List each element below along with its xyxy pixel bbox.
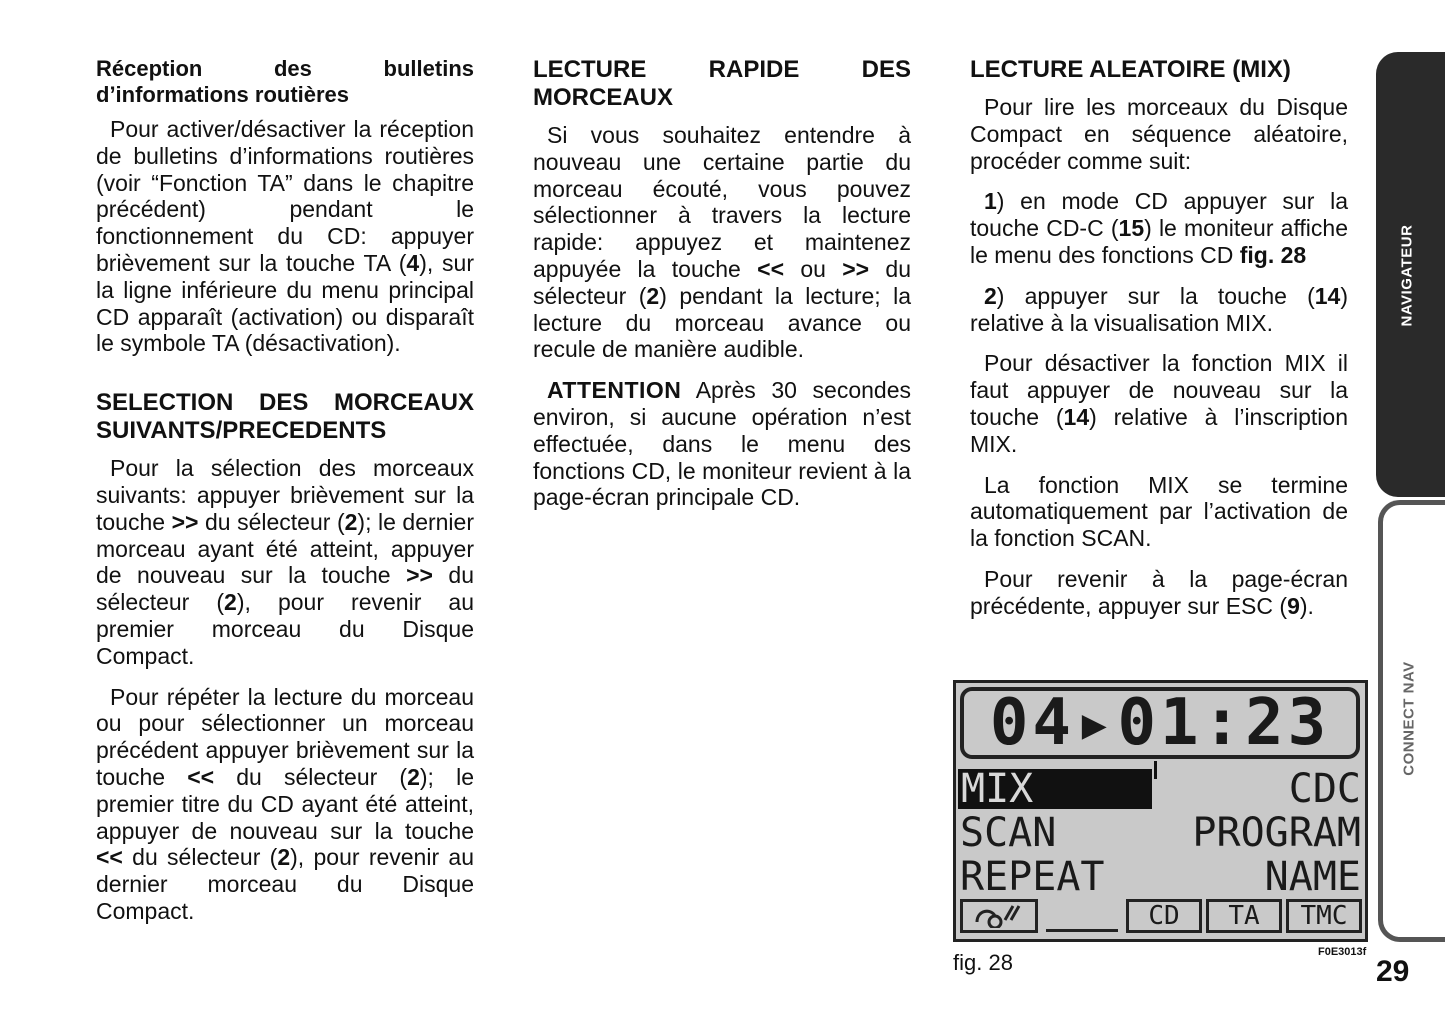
paragraph-deactivate: Pour désactiver la fonction MIX il faut appuyer de nouveau sur la touche (14) relative à l’inscription MIX.: [970, 350, 1348, 457]
forward-symbol: >>: [842, 255, 870, 282]
paragraph-step-2: 2) appuyer sur la touche (14) relative à la visualisation MIX.: [970, 282, 1348, 336]
paragraph-attention: ATTENTION Après 30 secondes environ, si aucune opération n’est effectuée, dans le menu des fonctions CD, le moniteur revient à la page-écran principale CD.: [533, 377, 911, 511]
paragraph-mix-intro: Pour lire les morceaux du Disque Compact en séquence aléatoire, procéder comme suit:: [970, 94, 1348, 174]
heading-mix: LECTURE ALEATOIRE (MIX): [970, 56, 1291, 83]
lcd-bottom-bar: [960, 899, 1361, 935]
lcd-item-program: PROGRAM: [1192, 810, 1361, 856]
lcd-menu-row: [958, 766, 1363, 812]
lcd-menu-row: [958, 854, 1363, 900]
back-symbol: <<: [187, 763, 215, 790]
attention-label: ATTENTION: [547, 377, 682, 404]
lcd-item-repeat: REPEAT: [960, 854, 1105, 900]
column-middle: [533, 56, 911, 525]
lcd-button-tmc: TMC: [1286, 899, 1362, 933]
lcd-item-name: NAME: [1264, 854, 1361, 900]
paragraph-scan: La fonction MIX se termine automatiquement par l’activation de la fonction SCAN.: [970, 471, 1348, 552]
lcd-item-mix: MIX: [958, 769, 1152, 809]
figure-code: F0E3013f: [1318, 946, 1367, 958]
back-symbol: <<: [757, 255, 785, 282]
lcd-time-display: 04▸01:23: [960, 687, 1360, 759]
column-right: [970, 56, 1348, 634]
tab-connect-nav-label: CONNECT NAV: [1400, 661, 1418, 776]
tab-navigateur-label: NAVIGATEUR: [1398, 224, 1416, 327]
heading-selection: SELECTION DES MORCEAUX SUIVANTS/PRECEDENTS: [96, 389, 474, 445]
lcd-menu-row: [958, 810, 1363, 856]
lcd-button-ta: TA: [1206, 899, 1282, 933]
forward-symbol: >>: [406, 562, 433, 589]
lcd-button-cd: CD: [1126, 899, 1202, 933]
lcd-item-scan: SCAN: [960, 810, 1057, 856]
lcd-signal-icon: [960, 899, 1038, 933]
paragraph-esc: Pour revenir à la page-écran précédente, appuyer sur ESC (9).: [970, 565, 1348, 619]
lcd-display-figure: [953, 680, 1368, 942]
paragraph-next-track: Pour la sélection des morceaux suivants: appuyer brièvement sur la touche >> du sélecteur (2); le dernier morceau ayant été atteint, appuyer de nouveau sur la touche >> du sélecteur (2), pour revenir au premier morceau du Disque Compact.: [96, 455, 474, 669]
lcd-item-cdc: CDC: [1288, 766, 1361, 812]
paragraph-fast-play: Si vous souhaitez entendre à nouveau une certaine partie du morceau écouté, vous pouvez sélectionner à travers la lecture rapide: appuyez et maintenez appuyée la touche << ou >> du sélecteur (2) pendant la lecture; la lecture du morceau avance ou recule de manière audible.: [533, 122, 911, 363]
paragraph-step-1: 1) en mode CD appuyer sur la touche CD-C (15) le moniteur affiche le menu des fonctions CD fig. 28: [970, 188, 1348, 268]
forward-symbol: >>: [171, 508, 199, 535]
lcd-underline: [1046, 929, 1118, 932]
back-symbol: <<: [96, 844, 123, 871]
column-left: [96, 56, 474, 939]
heading-fast-play: LECTURE RAPIDE DES MORCEAUX: [533, 56, 911, 111]
figure-caption: fig. 28: [953, 950, 1013, 975]
paragraph-reception: Pour activer/désactiver la réception de bulletins d’informations routières (voir “Fonction TA” dans le chapitre précédent) pendant le fonctionnement du CD: appuyer brièvement sur la touche TA (4), sur la ligne inférieure du menu principal CD apparaît (activation) ou disparaît le symbole TA (désactivation).: [96, 116, 474, 357]
heading-reception: Réception des bulletins d’informations routières: [96, 56, 474, 107]
page-number: 29: [1376, 955, 1410, 988]
paragraph-previous-track: Pour répéter la lecture du morceau ou pour sélectionner un morceau précédent appuyer brièvement sur la touche << du sélecteur (2); le premier titre du CD ayant été atteint, appuyer de nouveau sur la touche << du sélecteur (2), pour revenir au dernier morceau du Disque Compact.: [96, 683, 474, 924]
